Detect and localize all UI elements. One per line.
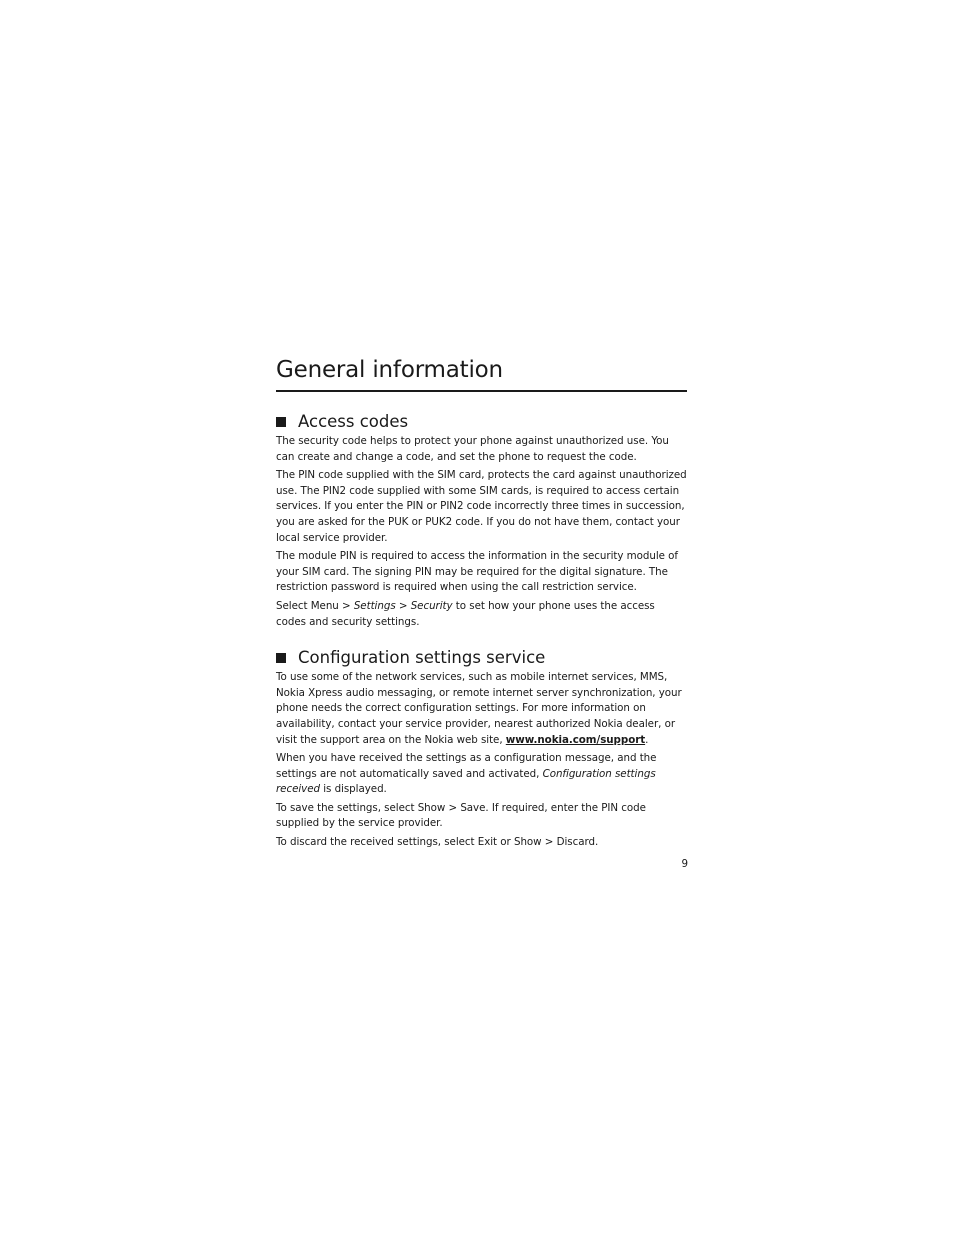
document-page	[276, 354, 687, 854]
text-run: .	[645, 733, 649, 746]
text-run: To discard the received settings, select	[276, 836, 478, 849]
page-number: 9	[681, 858, 688, 870]
section-title-configuration-settings	[276, 647, 687, 669]
text-run: To save the settings, select	[276, 801, 418, 814]
section-body-access-codes	[276, 434, 687, 630]
text-run: To use some of the network services, such as mobile internet services, MMS, Nokia Xpress audio messaging, or remote internet server synchronization, your phone needs the correct configuration settings. For more information on availability, contact your service provider, nearest authorized Nokia dealer, or visit the support area on the Nokia web site,	[276, 671, 682, 746]
square-bullet-icon	[276, 653, 286, 663]
text-run: >	[541, 836, 557, 849]
chapter-title: General information	[276, 354, 687, 392]
option-discard: Discard	[556, 836, 595, 849]
text-run: is displayed.	[320, 783, 387, 796]
menu-path-settings: Settings	[353, 599, 396, 612]
option-show: Show	[417, 801, 446, 814]
text-run: >	[395, 599, 411, 612]
status-message-text: Configuration settings received	[276, 767, 656, 796]
square-bullet-icon	[276, 417, 286, 427]
paragraph: The security code helps to protect your phone against unauthorized use. You can create and change a code, and set the phone to request the code.	[276, 435, 669, 463]
option-exit: Exit	[477, 836, 498, 849]
paragraph: The PIN code supplied with the SIM card, protects the card against unauthorized use. The PIN2 code supplied with some SIM cards, is required to access certain services. If you enter the PIN or PIN2 code incorrectly three times in succession, you are asked for the PUK or PUK2 code. If you do not have them, contact your local service provider.	[276, 469, 687, 544]
text-run: >	[338, 599, 354, 612]
text-run: to set how your phone uses the access codes and security settings.	[276, 599, 655, 628]
menu-path-menu: Menu	[310, 599, 339, 612]
section-title-access-codes	[276, 411, 687, 433]
text-run: .	[594, 836, 599, 849]
text-run: When you have received the settings as a configuration message, and the settings are not automatically saved and activated,	[276, 752, 657, 780]
text-run: >	[445, 801, 461, 814]
section-body-configuration-settings	[276, 670, 687, 851]
nokia-support-link[interactable]: www.nokia.com/support	[505, 733, 646, 746]
paragraph	[276, 599, 687, 630]
paragraph	[276, 801, 687, 832]
section-title-text: Configuration settings service	[298, 648, 546, 668]
paragraph	[276, 670, 687, 748]
option-save: Save	[460, 801, 486, 814]
text-run: . If required, enter the PIN code supplied by the service provider.	[276, 801, 646, 830]
paragraph: The module PIN is required to access the information in the security module of your SIM card. The signing PIN may be required for the digital signature. The restriction password is required when using the call restriction service.	[276, 550, 678, 594]
menu-path-security: Security	[410, 599, 453, 612]
option-show: Show	[513, 836, 542, 849]
text-run: or	[497, 836, 514, 849]
section-title-text: Access codes	[298, 412, 409, 431]
paragraph	[276, 751, 687, 798]
text-run: Select	[276, 599, 311, 612]
paragraph	[276, 835, 687, 851]
